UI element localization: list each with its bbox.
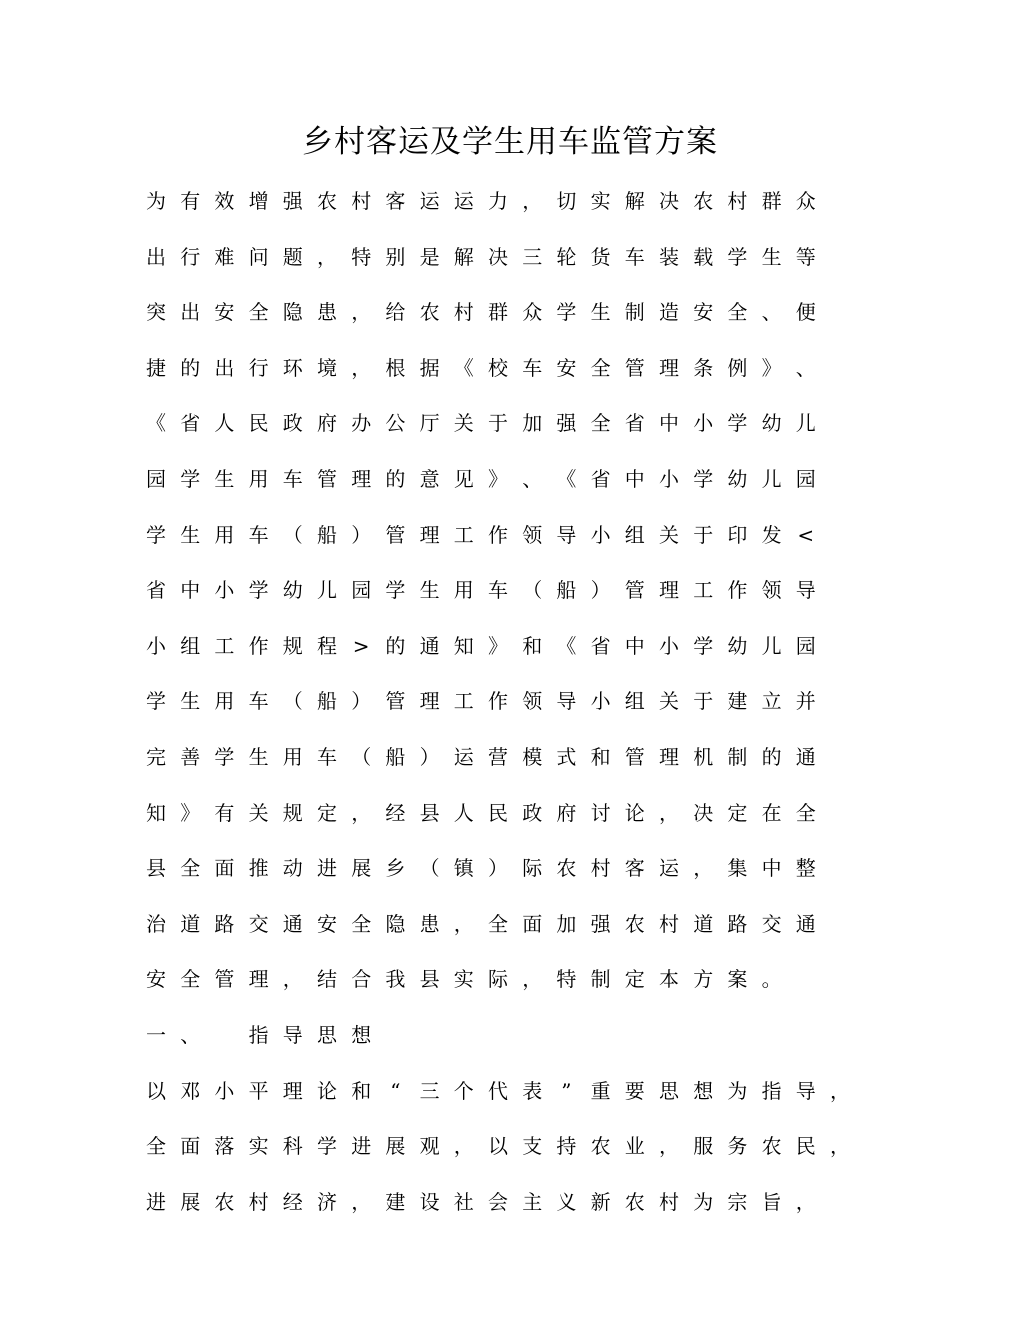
body-line: 学 生 用 车 （ 船 ） 管 理 工 作 领 导 小 组 关 于 建 立 并 <box>146 689 816 714</box>
body-line: 园 学 生 用 车 管 理 的 意 见 》 、 《 省 中 小 学 幼 儿 园 <box>146 467 816 491</box>
body-line: 捷 的 出 行 环 境 ， 根 据 《 校 车 安 全 管 理 条 例 》 、 <box>146 355 816 380</box>
body-line: 学 生 用 车 （ 船 ） 管 理 工 作 领 导 小 组 关 于 印 发 < <box>146 522 815 547</box>
body-line: 为 有 效 增 强 农 村 客 运 运 力 ， 切 实 解 决 农 村 群 众 <box>146 189 816 213</box>
body-line: 进 展 农 村 经 济 ， 建 设 社 会 主 义 新 农 村 为 宗 旨 ， <box>146 1189 816 1214</box>
body-line: 出 行 难 问 题 ， 特 别 是 解 决 三 轮 货 车 装 载 学 生 等 <box>146 244 816 269</box>
body-line: 省 中 小 学 幼 儿 园 学 生 用 车 （ 船 ） 管 理 工 作 领 导 <box>146 578 816 603</box>
body-line: 以 邓 小 平 理 论 和 “ 三 个 代 表 ” 重 要 思 想 为 指 导 ， <box>146 1078 850 1103</box>
body-line: 全 面 落 实 科 学 进 展 观 ， 以 支 持 农 业 ， 服 务 农 民 ， <box>146 1134 850 1159</box>
body-line: 完 善 学 生 用 车 （ 船 ） 运 营 模 式 和 管 理 机 制 的 通 <box>146 745 816 769</box>
body-line: 《 省 人 民 政 府 办 公 厅 关 于 加 强 全 省 中 小 学 幼 儿 <box>146 411 816 436</box>
body-line: 一 、 指 导 思 想 <box>146 1023 372 1047</box>
body-line: 县 全 面 推 动 进 展 乡 （ 镇 ） 际 农 村 客 运 ， 集 中 整 <box>146 856 816 881</box>
body-line: 治 道 路 交 通 安 全 隐 患 ， 全 面 加 强 农 村 道 路 交 通 <box>146 911 816 936</box>
document-title: 乡村客运及学生用车监管方案 <box>302 124 718 160</box>
body-line: 突 出 安 全 隐 患 ， 给 农 村 群 众 学 生 制 造 安 全 、 便 <box>146 300 816 325</box>
body-line: 安 全 管 理 ， 结 合 我 县 实 际 ， 特 制 定 本 方 案 。 <box>146 967 782 992</box>
body-line: 小 组 工 作 规 程 > 的 通 知 》 和 《 省 中 小 学 幼 儿 园 <box>146 633 816 658</box>
body-line: 知 》 有 关 规 定 ， 经 县 人 民 政 府 讨 论 ， 决 定 在 全 <box>146 800 816 825</box>
